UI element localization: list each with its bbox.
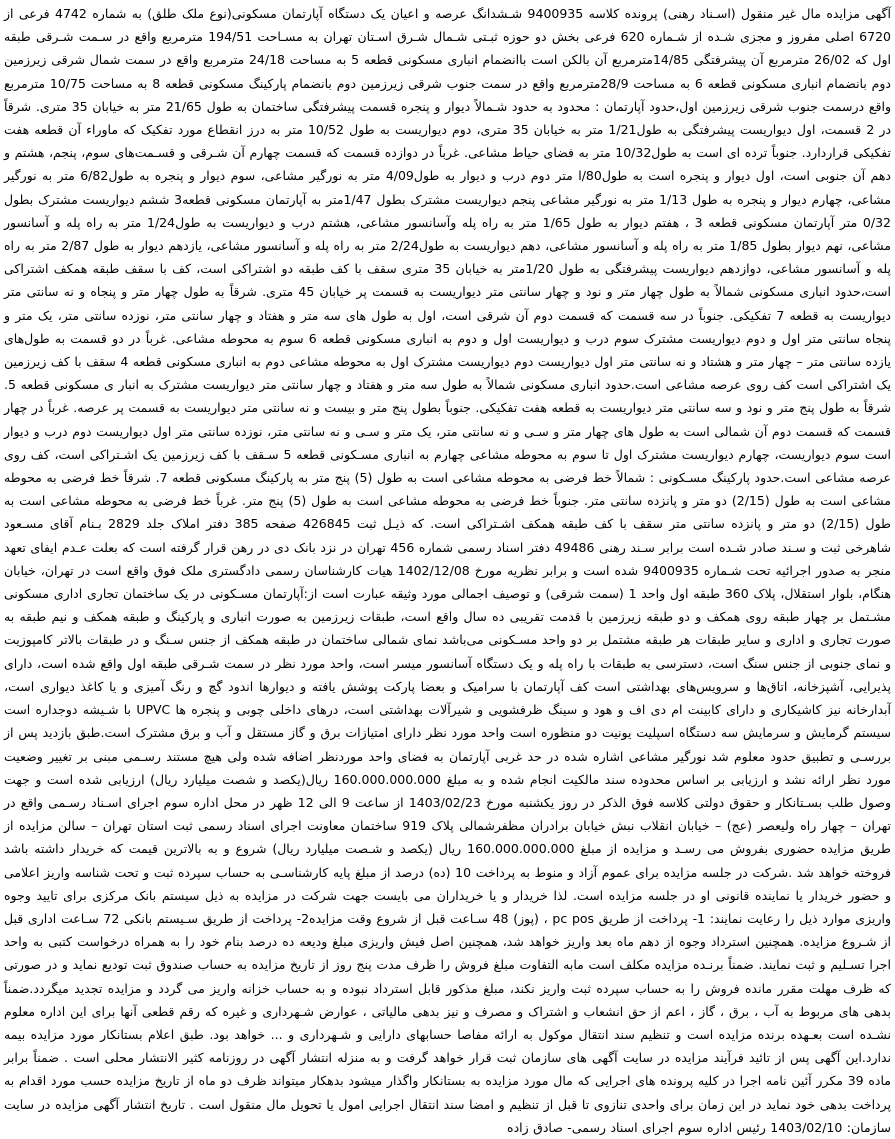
auction-notice-text: آگهی مزایده مال غیر منقول (اسـناد رهنی) پرونده کلاسه 9400935 شـشدانگ عرصه و اعیان یک دستگاه آپارتمان مسکونی(نوع ملک طلق) به شماره 4742 فرعی از 6720 اصلی مفروز و مجزی شـده از شـماره 620 فرعی بخش دو حوزه ثبـتی شـمال شـرق اسـتان تهران به مسـاحت 194/51 مترمربع واقع در سـمت شـرقی طبقه اول که 26/02 مترمربع آن پیشرفتگی 14/85مترمربع آن بالکن است باانضمام انباری مسکونی قطعه 5 به مساحت 24/18 مترمربع واقع در سمت شمال شرقی زیرزمین دوم بانضمام انباری مسکونی قطعه 6 به مساحت 28/9مترمربع واقع در سمت جنوب شرقی زیرزمین دوم بانضمام پارکینگ مسکونی قطعه 8 به مساحت 10/75 مترمربع واقع درسمت جنوب شرقی زیرزمین اول،حدود آپارتمان : محدود به حدود شـمالاً دیوار و پنجره قسمت پیشرفتگی ساختمان به طول 21/65 متر به خیابان 35 متری. شرقاً در 2 قسمت، اول دیواریست پیشرفتگی به طول1/21 متر به خیابان 35 متری، دوم دیواریست به طول 10/52 متر به درز انقطاع مورد تفکیک که ماوراء آن قطعه هفت تفکیکی قراردارد. جنوباً ترده ای است به طول10/32 متر به فضای حیاط مشاعی. غرباً در دوازده قسمت که قسمت چهارم آن شـرقی و قسـمت‌های سوم، پنجم، هشتم و دهم آن جنوبی است، اول دیوار و پنجره است به طول80/ا متر دوم درب و دیوار به طول4/09 متر به نورگیر مشاعی، سوم دیوار و پنجره به طول6/82 متر به نورگیر مشاعی، چهارم دیوار و پنجره به طول 1/13 متر به نورگیر مشاعی پنجم دیواریست مشترک بطول 1/47متر به آپارتمان مسکونی قطعه3 ششم دیواریست مشترک بطول 0/32 متر آپارتمان مسکونی قطعه 3 ، هفتم دیوار به طول 1/65 متر به راه پله وآسانسور مشاعی، هشتم درب و دیواریست به طول1/24 متر به راه پله و آسانسور مشاعی، نهم دیوار بطول 1/85 متر به راه پله و آسانسور مشاعی، دهم دیواریست به طول2/24 متر به راه پله و آسانسور مشاعی، یازدهم دیوار به طول 2/87 متر به راه پله و آسانسور مشاعی، دوازدهم دیواریست پیشرفتگی به طول 1/20متر به خیابان 35 متری سقف با کف طبقه دو اشتراکی است، کف با سقف طبقه همکف اشتراکی است،حدود انباری مسکونی شمالاً به طول چهار متر و نود و چهار سانتی متر دیواریست به قسمت پر خیابان 45 متری. شرقاً به طول چهار متر و پنجاه و نه سانتی متر دیواریست به قطعه 7 تفکیکی. جنوباً در سه قسمت که قسمت دوم آن شرقی است، اول به طول های سه متر و هفتاد و چهار سانتی متر، نوزده سانتی متر، یک متر و پنجاه سانتی متر اول و دوم دیواریست مشترک سوم درب و دیواریست اول و دوم به انباری مسکونی قطعه 6 سوم به محوطه مشاعی. غرباً در دو قسمت به طول‌های یازده سانتی متر – چهار متر و هشتاد و نه سانتی متر اول دیواریست دوم دیواریست مشترک اول به محوطه مشاعی دوم به انباری مسکونی قطعه 4 سقف با کف زیرزمین یک اشتراکی است کف روی عرصه مشاعی است.حدود انباری مسکونی شمالاً به طول سه متر و هفتاد و چهار سانتی متر دیواریست مشترک به انبار ی مسکونی قطعه 5. شرقاً به طول پنج متر و نود و سه سانتی متر دیواریست به قطعه هفت تفکیکی. جنوباً بطول پنج متر و بیست و نه سانتی متر دیواریست به قسمت پر عرصه. غرباً در چهار قسمت که قسمت دوم آن شمالی است به طول های چهار متر و سـی و نه سانتی متر، یک متر و سـی و نه سانتی متر، نوزده سانتی متر اول دیواریست دوم درب و دیوار است سوم دیواریست، چهارم دیواریست مشترک اول تا سوم به محوطه مشاعی چهارم به انباری مسـکونی قطعه 5 سـقف با کف زیرزمین یک اشـتراکی است، کف روی عرصه مشاعی است.حدود پارکینگ مسـکونی : شمالاً خط فرضی به محوطه مشاعی است به طول (5) پنج متر به پارکینگ مسکونی قطعه 7. شرقاً خط فرضی به محوطه مشاعی است به طول (2/15) دو متر و پانزده سانتی متر. جنوباً خط فرضی به محوطه مشاعی است به طول (5) پنج متر. غرباً خط فرضی به محوطه مشاعی است به طول (2/15) دو متر و پانزده سانتی متر سقف با کف طبقه همکف اشـتراکی است. که ذیـل ثبت 426845 صفحه 385 دفتر املاک جلد 2829 بـنام آقای مسـعود شاهرخی ثبت و سـند صادر شـده است برابر سـند رهنی 49486 دفتر اسناد رسمی شماره 456 تهران در نزد بانک دی در رهن قرار گرفته است که بعلت عـدم ایفای تعهد منجر به صدور اجرائیه تحت شـماره 9400935 شده است و برابر نظریه مورخ 1402/12/08 هیات کارشناسان رسمی دادگستری ملک فوق واقع است در تهران، خیابان هنگام، بلوار استقلال، پلاک 360 طبقه اول واحد 1 (سمت شرقی) و توصیف اجمالی مورد وثیقه عبارت است از:آپارتمان مسـکونی در یک ساختمان تجاری اداری مسکونی مشـتمل بر چهار طبقه روی همکف و دو طبقه زیرزمین با قدمت تقریبی ده سال واقع است، طبقات زیرزمین به صورت انباری و پارکینگ و طبقه همکف و نیم طبقه به صورت تجاری و اداری و سایر طبقات هر طبقه مشتمل بر دو واحد مسـکونی می‌باشد نمای شمالی ساختمان در طبقه همکف از جنس سـنگ و در طبقات بالاتر کامپوزیت و نمای جنوبی از جنس سنگ است، دسترسی به طبقات با راه پله و یک دستگاه آسانسور میسر است، واحد مورد نظر در سمت شـرقی طبقه اول واقع شده است، دارای پذیرایی، آشپزخانه، اتاق‌ها و سرویس‌های بهداشتی است کف آپارتمان با سرامیک و بعضا پارکت پوشش یافته و دیوارها اندود گچ و رنگ آمیزی و یا کاغذ دیواری است، آبدارخانه نیز کاشیکاری و دارای کابینت ام دی اف و هود و سینگ ظرفشویی و شیرآلات بهداشتی است، درهای داخلی چوبی و پنجره ها UPVC با شـیشه دوجداره است سیستم گرمایش و سرمایش سه دستگاه اسپلیت یونیت دو منظوره است واحد مورد نظر دارای امتیازات برق و گاز مستقل و آب و برق مشترک است.طبق بازدید پس از بررسـی و تطبیق حدود معلوم شد نورگیر مشاعی اشاره شده در حد غربی آپارتمان به فضای واحد موردنظر اضافه شده ولی هیچ مستند رسـمی مبنی بر تغییر وضعیت مورد نظر ارائه نشد و ارزیابی بر اساس محدوده سند مالکیت انجام شده و به مبلغ 160.000.000.000 ریال(یکصد و شصت میلیارد ریال) ارزیابی شده است و جهت وصول طلب بسـتانکار و حقوق دولتی کلاسه فوق الذکر در روز یکشنبه مورخ 1403/02/23 از ساعت 9 الی 12 ظهر در محل اداره سوم اجرای اسـناد رسـمی واقع در تهران – چهار راه ولیعصر (عج) – خیابان انقلاب نبش خیابان برادران مظفرشمالی پلاک 919 ساختمان معاونت اجرای اسناد رسمی ثبت استان تهران – سالن مزایده از طریق مزایده حضوری بفروش می رسـد و مزایده از مبلغ 160.000.000.000 ریال (یکصد و شـصت میلیارد ریال) شروع و به بالاترین قیمت که خریدار داشته باشد فروخته خواهد شد .شرکت در جلسه مزایده برای عموم آزاد و منوط به پرداخت 10 (ده) درصد از مبلغ پایه کارشناسـی به حساب سپرده ثبت و تحت شناسه واریز اعلامی و حضور خریدار یا نماینده قانونی او در جلسه مزایده است. لذا خریدار و یا خریداران می بایست جهت شرکت در مزایده به ذیل سیستم بانک مرکزی برای تایید وجوه واریزی موارد ذیل را رعایت نمایند: 1- پرداخت از طریق pc pos ، (پوز) 48 سـاعت قبل از شروع وقت مزایده2- پرداخت از طریق سـیستم بانکی 72 سـاعت اداری قبل از شـروع مزایده. همچنین استرداد وجوه از دهم ماه بعد واریز خواهد شد، همچنین اصل فیش واریزی مبلغ ودیعه ده درصد بنام خود را به همراه درخواست کتبی به واحد اجرا تسـلیم و ثبت نمایند. ضمناً برنـده مزایده مکلف است مابه التفاوت مبلغ فروش را ظرف مدت پنج روز از تاریخ مزایده به حساب صندوق ثبت تودیع نماید و در صورتی که ظرف مهلت مقرر مانده فروش را به حساب سپرده ثبت واریز نکند، مبلغ مذکور قابل استرداد نبوده و به حساب خزانه واریز می گردد و مزایده تجدید میگردد.ضمناً بدهی های مربوط به آب ، برق ، گاز ، اعم از حق انشعاب و اشتراک و مصرف و نیز بدهی مالیاتی ، عوارض شـهرداری و غیره که رقم قطعی آنها برای این اداره معلوم نشـده است بعـهده برنده مزایده است و تنظیم سند انتقال موکول به ارائه مفاصا حسابهای دارایی و شـهرداری و ... خواهد بود. طبق اعلام بستانکار مورد مزایده بیمه ندارد.این آگهی پس از تائید فرآیند مزایده در سایت آگهی های سازمان ثبت قرار خواهد گرفت و به منزله انتشار آگهی در روزنامه کثیر الانتشار محلی است . ضمناً برابر ماده 39 مکرر آئین نامه اجرا در کلیه پرونده های اجرایی که مال مورد مزایده به بستانکار واگذار میشود بدهکار میتواند ظرف دو ماه از تاریخ مزایده حسب مورد اقدام به پرداخت بدهی خود نماید در این زمان برای واحدی تنازوی تا قبل از تنظیم و امضا سند انتقال اجرایی امول یا تحویل مال منقول است . تاریخ انتشار آگهی مزایده در سایت سازمان: 1403/02/10 رئیس اداره سوم اجرای اسناد رسمی- صادق زاده [4,6,892,1135]
